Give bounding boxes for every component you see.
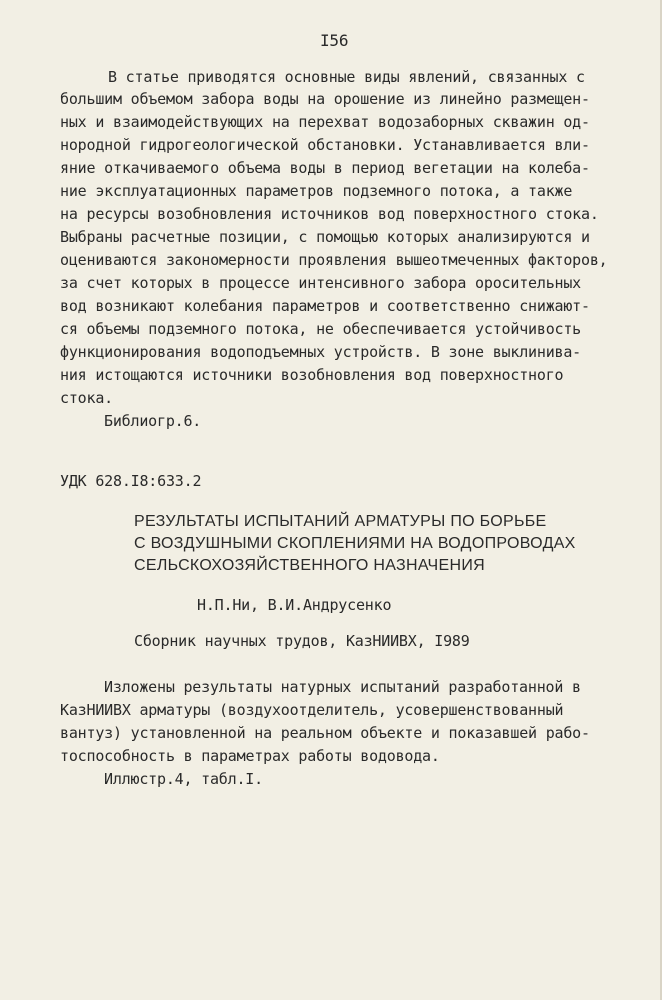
article-title-line: СЕЛЬСКОХОЗЯЙСТВЕННОГО НАЗНАЧЕНИЯ	[134, 557, 486, 574]
abstract-line: большим объемом забора воды на орошение из линейно размещен-	[60, 90, 590, 108]
abstract-line: ных и взаимодействующих на перехват водозаборных скважин од-	[60, 113, 590, 131]
abstract-line: ния истощаются источники возобновления вод поверхностного	[60, 366, 564, 384]
udc-code: УДК 628.I8:633.2	[60, 472, 202, 490]
abstract-line: нородной гидрогеологической обстановки. Устанавливается вли-	[60, 136, 590, 154]
abstract-line: В статье приводятся основные виды явлений, связанных с	[108, 68, 585, 86]
page-number: I56	[320, 31, 349, 50]
abstract-line: ние эксплуатационных параметров подземного потока, а также	[60, 182, 573, 200]
abstract-line: функционирования водоподъемных устройств. В зоне выклинива-	[60, 343, 582, 361]
bibliography-note: Библиогр.6.	[104, 412, 202, 430]
abstract-line: Изложены результаты натурных испытаний разработанной в	[104, 678, 581, 696]
article-title-line: РЕЗУЛЬТАТЫ ИСПЫТАНИЙ АРМАТУРЫ ПО БОРЬБЕ	[134, 513, 547, 530]
abstract-line: за счет которых в процессе интенсивного забора оросительных	[60, 274, 582, 292]
abstract-line: оцениваются закономерности проявления вышеотмеченных факторов,	[60, 251, 608, 269]
abstract-line: вантуз) установленной на реальном объекте и показавшей рабо-	[60, 724, 590, 742]
abstract-line: яние откачиваемого объема воды в период вегетации на колеба-	[60, 159, 590, 177]
abstract-line: Выбраны расчетные позиции, с помощью которых анализируются и	[60, 228, 590, 246]
source-reference: Сборник научных трудов, КазНИИВХ, I989	[134, 632, 470, 650]
authors: Н.П.Ни, В.И.Андрусенко	[197, 596, 392, 614]
illustrations-note: Иллюстр.4, табл.I.	[104, 770, 263, 788]
abstract-line: КазНИИВХ арматуры (воздухоотделитель, усовершенствованный	[60, 701, 564, 719]
article-title-line: С ВОЗДУШНЫМИ СКОПЛЕНИЯМИ НА ВОДОПРОВОДАХ	[134, 535, 576, 552]
abstract-line: вод возникают колебания параметров и соответственно снижают-	[60, 297, 590, 315]
abstract-line: тоспособность в параметрах работы водовода.	[60, 747, 440, 765]
abstract-line: на ресурсы возобновления источников вод поверхностного стока.	[60, 205, 599, 223]
abstract-line: ся объемы подземного потока, не обеспечивается устойчивость	[60, 320, 582, 338]
abstract-line: стока.	[60, 389, 113, 407]
